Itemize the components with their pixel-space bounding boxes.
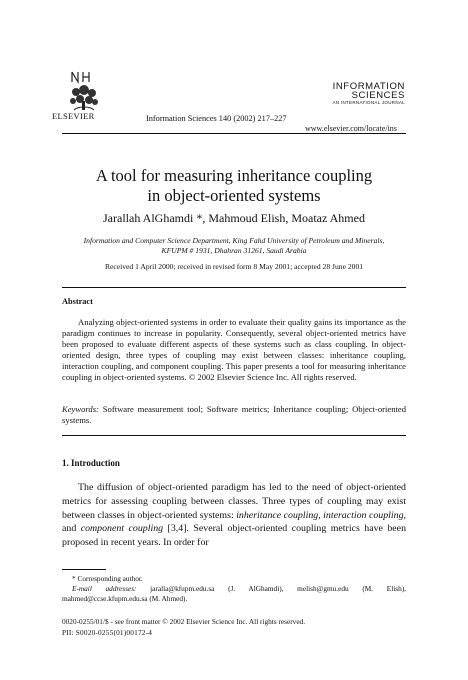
footnote-corresponding-author: * Corresponding author.	[72, 574, 143, 583]
abstract-text: Analyzing object-oriented systems in order to evaluate their quality gains its importance as the paradigm continues to increase in popularity. Consequently, several object-oriented metrics have been proposed to evaluate different aspects of these systems such as class coupling. In object-oriented design, three types of coupling may exist between classes: inheritance coupling, interaction coupling, and component coupling. This paper presents a tool for measuring inheritance coupling in object-oriented systems. © 2002 Elsevier Science Inc. All rights reserved.	[62, 317, 406, 382]
journal-logo	[323, 82, 405, 106]
paper-title	[40, 166, 428, 206]
affiliation-line-2: KFUPM # 1931, Dhahran 31261, Saudi Arabia	[161, 246, 307, 255]
journal-url[interactable]: www.elsevier.com/locate/ins	[305, 124, 397, 133]
footnote-divider	[62, 569, 106, 570]
received-dates: Received 1 April 2000; received in revised form 8 May 2001; accepted 28 June 2001	[104, 262, 364, 271]
keywords	[62, 404, 406, 426]
footnote-emails	[62, 584, 406, 604]
abstract-heading: Abstract	[62, 297, 93, 306]
header-divider	[62, 133, 406, 134]
abstract-top-rule	[62, 287, 406, 288]
keywords-label: Keywords:	[62, 404, 99, 414]
journal-logo-line1: INFORMATION	[332, 81, 405, 92]
intro-text-part1: The diffusion of object-oriented paradigm has led to the need of object-oriented metrics for assessing coupling between classes. Three types of coupling may exist between classes in object-oriented systems:	[62, 482, 406, 521]
front-matter-notice: 0020-0255/01/$ - see front matter © 2002 Elsevier Science Inc. All rights reserved.	[62, 617, 306, 626]
term-component-coupling: component coupling	[80, 523, 164, 535]
intro-text-part2: [3,4]. Several object-oriented coupling metrics have been proposed in recent years. In order for	[62, 523, 407, 549]
term-inheritance-coupling: inheritance coupling	[236, 509, 319, 521]
affiliation-line-1: Information and Computer Science Department, King Fahd University of Petroleum and Minerals,	[83, 236, 385, 245]
intro-sep2: , and	[62, 509, 406, 535]
abstract-bottom-rule	[62, 435, 406, 436]
term-interaction-coupling: interaction coupling	[323, 509, 404, 521]
journal-citation: Information Sciences 140 (2002) 217–227	[146, 114, 287, 123]
publisher-wordmark: ELSEVIER	[52, 111, 95, 121]
pii-identifier: PII: S0020-0255(01)00172-4	[62, 628, 153, 637]
affiliation	[62, 236, 406, 256]
email-label: E-mail addresses:	[72, 584, 137, 593]
title-line-1: A tool for measuring inheritance coupling	[95, 166, 373, 185]
introduction-text	[62, 481, 406, 550]
keywords-list: Software measurement tool; Software metrics; Inheritance coupling; Object-oriented systems.	[62, 404, 406, 425]
email-addresses: jaralla@kfupm.edu.sa (J. AlGhamdi), melish@gmu.edu (M. Elish), mahmed@ccse.kfupm.edu.sa (M. Ahmed).	[62, 584, 406, 603]
intro-sep1: ,	[318, 509, 324, 521]
journal-logo-line2: SCIENCES	[351, 90, 405, 101]
authors: Jarallah AlGhamdi *, Mahmoud Elish, Moataz Ahmed	[103, 211, 365, 225]
journal-logo-sub: AN INTERNATIONAL JOURNAL	[332, 100, 405, 105]
title-line-2: in object-oriented systems	[147, 186, 321, 205]
section-heading-introduction: 1. Introduction	[62, 458, 120, 468]
